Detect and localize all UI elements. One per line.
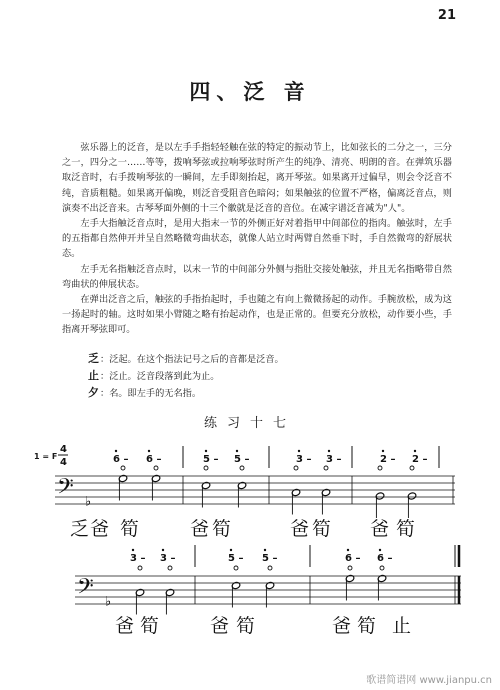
fingering-symbol: 止 [88, 369, 99, 382]
paragraph: 在弹出泛音之后，触弦的手指抬起时，手也随之有向上微微扬起的动作。手腕放松，成为这一扬起时的轴。这时如果小臂随之略有抬起动作，也是正常的。但要充分放松，动作要小些，手指离开琴弦即可。 [62, 294, 452, 336]
tablature-glyph: 爸 [332, 615, 352, 637]
definition-row: 夕 ： 名。即左手的无名指。 [88, 385, 448, 402]
octave-dot [379, 549, 381, 551]
definition-text: 名。即左手的无名指。 [109, 388, 202, 399]
flat-sign: ♭ [85, 494, 92, 510]
jianpu-row-1 [113, 446, 439, 468]
time-signature-top: 4 [60, 444, 67, 455]
octave-dot [298, 450, 300, 452]
tablature-glyph: 筍 [396, 518, 416, 540]
jianpu-note: 5 – [203, 454, 219, 465]
octave-dot [347, 549, 349, 551]
harmonic-mark [240, 466, 244, 470]
jianpu-note: 5 – [262, 553, 278, 564]
jianpu-note: 3 – [160, 553, 176, 564]
tablature-glyph: 乏 [70, 518, 90, 540]
flat-sign: ♭ [105, 594, 112, 610]
tablature-glyph: 爸 [90, 518, 110, 540]
jianpu-note: 2 – [380, 454, 396, 465]
jianpu-note: 3 – [296, 454, 312, 465]
chapter-title: 四、泛 音 [189, 80, 311, 104]
harmonic-mark [234, 566, 238, 570]
jianpu-row-2 [130, 545, 459, 567]
jianpu-note: 6 – [113, 454, 129, 465]
harmonic-mark [378, 466, 382, 470]
definition-text: 泛止。泛音段落到此为止。 [109, 371, 220, 382]
jianpu-note: 3 – [130, 553, 146, 564]
harmonic-mark [168, 566, 172, 570]
time-signature-bottom: 4 [60, 457, 67, 468]
fingering-symbol: 夕 [88, 386, 99, 399]
octave-dot [414, 450, 416, 452]
paragraph: 弦乐器上的泛音，是以左手手指轻轻触在弦的特定的振动节上，比如弦长的二分之一，三分之一，四分之一……等等，拨响琴弦或拉响琴弦时所产生的纯净、清亮、明朗的音。在弹筑乐器取泛音时，右手拨响琴弦的一瞬间，左手即刻抬起，离开琴弦。如果离开过偏早，则会令泛音不纯，音质粗糙。如果离开偏晚，则泛音受阻音色暗闷；如果触弦的位置不严格，偏离泛音点，则演奏不出泛音来。古琴琴面外侧的十三个徽就是泛音的音位。在减字谱泛音减为"人"。 [62, 142, 452, 214]
definition-text: 泛起。在这个指法记号之后的音都是泛音。 [109, 354, 284, 365]
tablature-glyph: 爸 [210, 615, 230, 637]
bass-clef: 𝄢 [57, 474, 74, 505]
definition-row: 止 ： 泛止。泛音段落到此为止。 [88, 368, 448, 385]
tablature-glyph: 筍 [312, 518, 332, 540]
harmonic-mark [138, 566, 142, 570]
octave-dot [236, 450, 238, 452]
tablature-glyph: 爸 [115, 615, 135, 637]
octave-dot [230, 549, 232, 551]
tablature-glyph: 止 [392, 615, 412, 637]
octave-dot [162, 549, 164, 551]
tablature-glyph: 爸 [370, 518, 390, 540]
jianpu-note: 5 – [228, 553, 244, 564]
tablature-row-1 [70, 518, 415, 540]
octave-dot [148, 450, 150, 452]
paragraph: 左手无名指触泛音点时，以末一节的中间部分外侧与指肚交接处触弦，并且无名指略带自然弯曲状的伸展状态。 [62, 263, 452, 290]
jianpu-note: 6 – [377, 553, 393, 564]
paragraph: 左手大指触泛音点时，是用大指末一节的外侧正好对着指甲中间部位的指肉。触弦时，左手的五指都自然伸开并呈自然略微弯曲状态，就像人站立时两臂自然垂下时，手自然微弯的舒展状态。 [62, 218, 452, 260]
harmonic-mark [380, 566, 384, 570]
octave-dot [264, 549, 266, 551]
page-number: 21 [437, 8, 456, 23]
tablature-glyph: 爸 [290, 518, 310, 540]
key-signature: 1 = F [34, 452, 58, 461]
bass-clef: 𝄢 [77, 574, 94, 605]
watermark: 歌谱简谱网 www.jianpu.cn [366, 675, 492, 686]
harmonic-mark [268, 566, 272, 570]
time-signature [58, 444, 68, 468]
tablature-glyph: 筍 [357, 615, 377, 637]
staff-row-2 [75, 566, 461, 615]
harmonic-mark [204, 466, 208, 470]
octave-dot [205, 450, 207, 452]
octave-dot [132, 549, 134, 551]
harmonic-mark [324, 466, 328, 470]
harmonic-mark [410, 466, 414, 470]
octave-dot [382, 450, 384, 452]
tablature-glyph: 筍 [120, 518, 140, 540]
octave-dot [328, 450, 330, 452]
jianpu-note: 3 – [326, 454, 342, 465]
exercise-title: 练习十七 [203, 416, 296, 431]
fingering-symbol: 乏 [88, 352, 99, 365]
harmonic-mark [154, 466, 158, 470]
harmonic-mark [121, 466, 125, 470]
jianpu-note: 2 – [412, 454, 428, 465]
tablature-glyph: 筍 [212, 518, 232, 540]
harmonic-mark [348, 566, 352, 570]
octave-dot [115, 450, 117, 452]
tablature-glyph: 筍 [236, 615, 256, 637]
tablature-glyph: 筍 [140, 615, 160, 637]
jianpu-note: 6 – [345, 553, 361, 564]
tablature-glyph: 爸 [190, 518, 210, 540]
jianpu-note: 6 – [146, 454, 162, 465]
definition-row: 乏 ： 泛起。在这个指法记号之后的音都是泛音。 [88, 351, 448, 368]
harmonic-mark [294, 466, 298, 470]
tablature-row-2 [115, 615, 411, 637]
staff-row-1 [55, 466, 455, 518]
jianpu-note: 5 – [234, 454, 250, 465]
